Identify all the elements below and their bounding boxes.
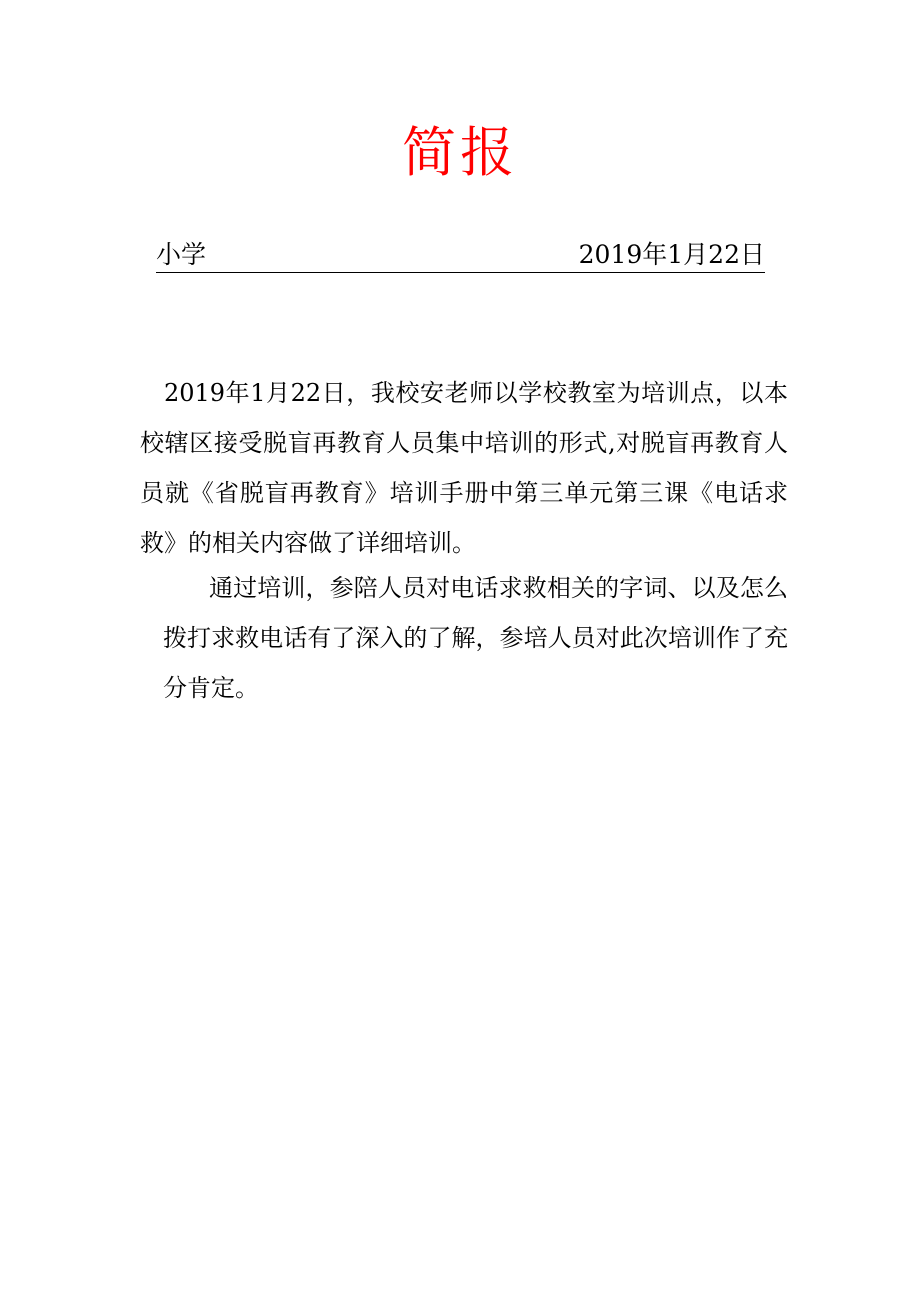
document-title: 简报	[402, 121, 518, 184]
report-date: 2019年1月22日	[578, 240, 765, 269]
header-meta-line	[156, 238, 765, 273]
body-paragraph-2: 通过培训，参陪人员对电话求救相关的字词、以及怎么拨打求救电话有了深入的了解，参培人员对此次培训作了充分肯定。	[163, 574, 788, 702]
body-paragraph-1: 2019年1月22日，我校安老师以学校教室为培训点，以本校辖区接受脱盲再教育人员集中培训的形式,对脱盲再教育人员就《省脱盲再教育》培训手册中第三单元第三课《电话求救》的相关内容做了详细培训。	[140, 379, 788, 557]
school-name: 小学	[156, 240, 207, 269]
